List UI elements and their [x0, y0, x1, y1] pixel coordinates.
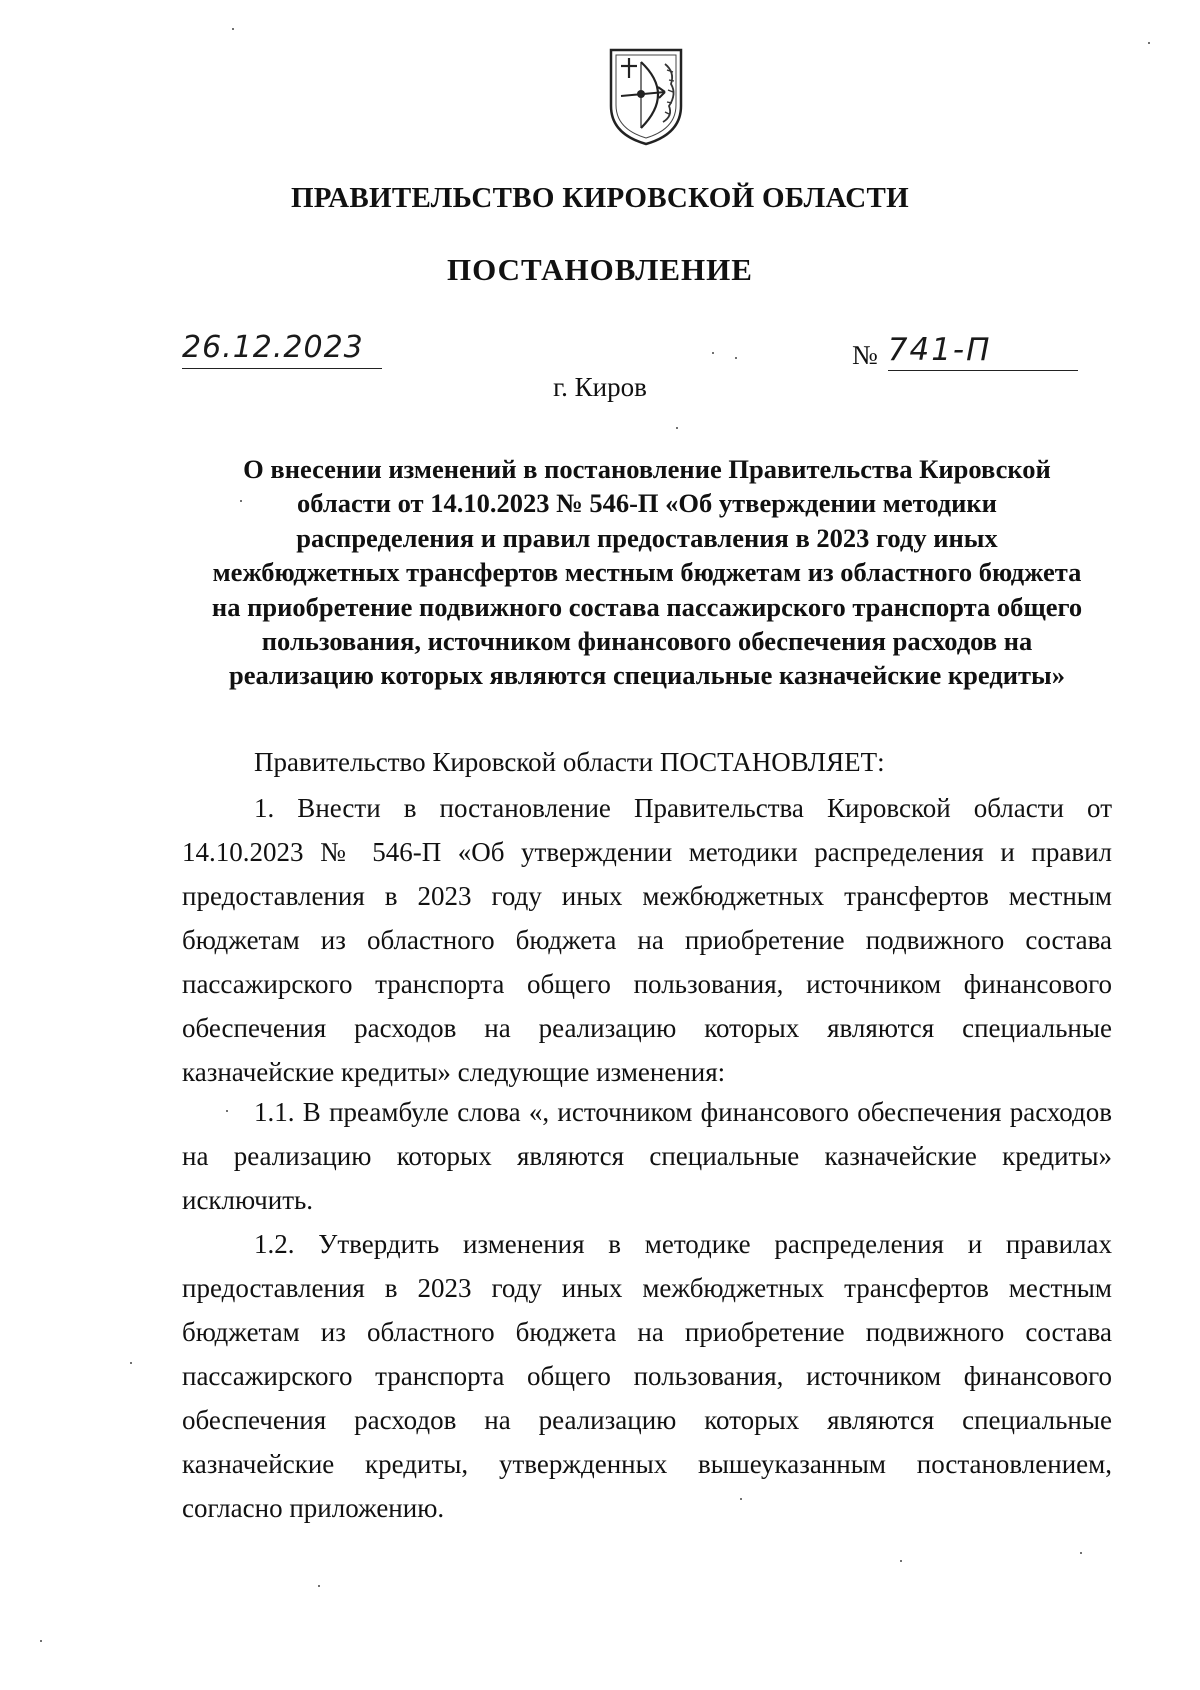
scan-speck: [226, 1110, 228, 1112]
scan-speck: [735, 357, 737, 359]
scan-speck: [740, 1498, 742, 1500]
scan-speck: [232, 28, 234, 30]
scan-speck: [900, 1560, 902, 1562]
handwritten-number: 741-П: [888, 332, 1078, 371]
scan-speck: [130, 1362, 132, 1364]
scan-speck: [676, 427, 678, 429]
heading-line: пользования, источником финансового обеспечения расходов на: [261, 626, 1033, 657]
heading-line: межбюджетных трансфертов местным бюджетам из областного бюджета: [212, 557, 1082, 588]
city: г. Киров: [553, 372, 647, 402]
heading-line: на приобретение подвижного состава пассажирского транспорта общего: [211, 591, 1083, 622]
paragraph-1-2: 1.2. Утвердить изменения в методике распределения и правилах предоставления в 2023 году иных межбюджетных трансфертов местным бюджетам из областного бюджета на приобретение подвижного состава пассажирского транспорта общего пользования, источником финансового обеспечения расходов на реализацию которых являются специальные казначейские кредиты, утвержденных вышеуказанным постановлением, согласно приложению.: [182, 1229, 1112, 1523]
government-name: ПРАВИТЕЛЬСТВО КИРОВСКОЙ ОБЛАСТИ: [290, 182, 910, 214]
scan-speck: [240, 500, 242, 502]
heading-line: области от 14.10.2023 № 546-П «Об утверждении методики: [297, 488, 997, 519]
handwritten-date: 26.12.2023: [182, 330, 382, 369]
heading-line: реализацию которых являются специальные казначейские кредиты»: [229, 660, 1065, 691]
document-type: ПОСТАНОВЛЕНИЕ: [447, 252, 753, 287]
scan-speck: [1080, 1552, 1082, 1554]
paragraph-1-1: 1.1. В преамбуле слова «, источником финансового обеспечения расходов на реализацию которых являются специальные казначейские кредиты» исключить.: [182, 1097, 1112, 1215]
number-sign: №: [852, 340, 878, 370]
intro-paragraph: Правительство Кировской области ПОСТАНОВЛЯЕТ:: [254, 747, 885, 777]
scan-speck: [712, 352, 714, 354]
number-field: [852, 332, 1092, 371]
kirov-coat-of-arms-icon: [605, 44, 687, 148]
scan-speck: [40, 1640, 42, 1642]
paragraph-1: 1. Внести в постановление Правительства Кировской области от 14.10.2023 № 546-П «Об утверждении методики распределения и правил предоставления в 2023 году иных межбюджетных трансфертов местным бюджетам из областного бюджета на приобретение подвижного состава пассажирского транспорта общего пользования, источником финансового обеспечения расходов на реализацию которых являются специальные казначейские кредиты» следующие изменения:: [182, 793, 1112, 1087]
date-field: [182, 330, 382, 369]
heading-line: распределения и правил предоставления в 2023 году иных: [296, 522, 998, 553]
heading-line: О внесении изменений в постановление Правительства Кировской: [243, 454, 1051, 484]
scan-speck: [318, 1585, 320, 1587]
scan-speck: [1148, 42, 1150, 44]
document-heading: [182, 452, 1112, 693]
